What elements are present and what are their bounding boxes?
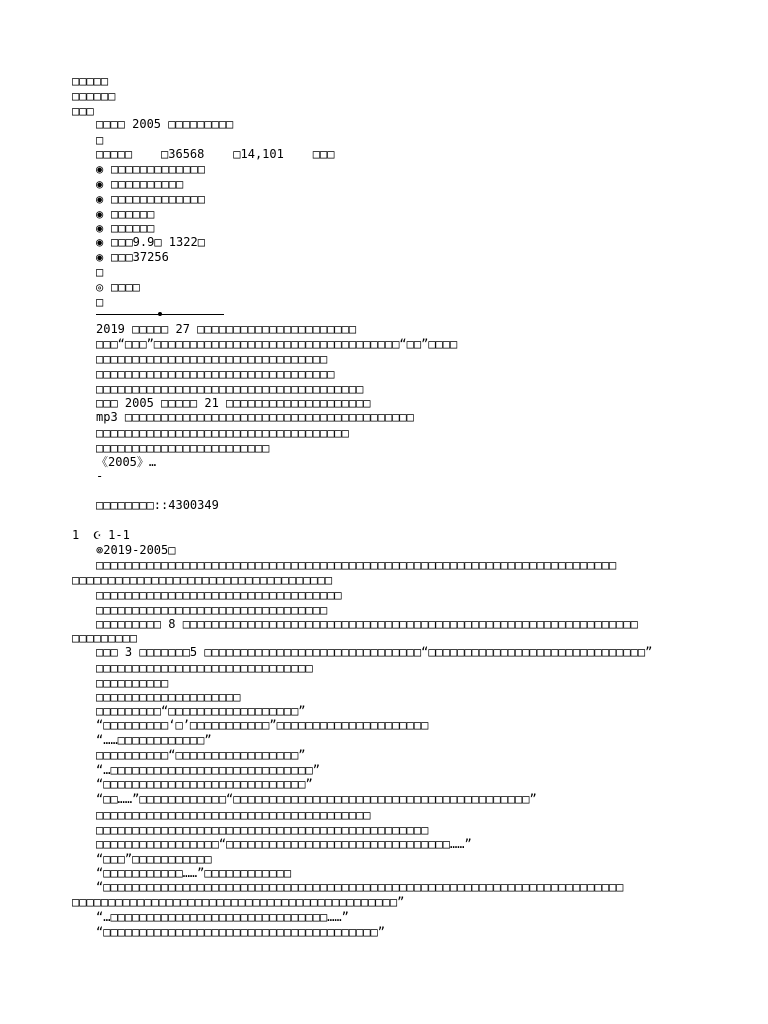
- summary-line: 2019 □□□□□ 27 □□□□□□□□□□□□□□□□□□□□□□: [96, 322, 357, 336]
- blank-box: □: [96, 133, 104, 147]
- chapter-line: “□□……”□□□□□□□□□□□□“□□□□□□□□□□□□□□□□□□□□□□□□□□□□□□□□□□□□□□□□□”: [96, 792, 537, 806]
- word-count: □□□□□□□□::4300349: [96, 498, 219, 512]
- summary-line: -: [96, 469, 104, 483]
- radio-label: □□□□: [111, 280, 140, 294]
- list-item-label: □□□37256: [111, 250, 169, 264]
- bullet-icon: ◉: [96, 192, 104, 206]
- chapter-line: □□□□□□□□□: [72, 631, 138, 645]
- summary-line: 《2005》…: [96, 455, 157, 469]
- chapter-line: □□□□□□□□□□□□□□□□□□□□□□□□□□□□□□□□□□□□□□□□□□□□□□□□□□□□□□□□□□□□□□□□□□□□□□□□: [96, 558, 617, 572]
- chapter-line: □□□□□□□□□□“□□□□□□□□□□□□□□□□□”: [96, 748, 306, 762]
- list-item-label: □□□□□□: [111, 221, 155, 235]
- summary-line: mp3 □□□□□□□□□□□□□□□□□□□□□□□□□□□□□□□□□□□□□□□□: [96, 410, 414, 424]
- chapter-line: “□□□”□□□□□□□□□□□: [96, 852, 212, 866]
- list-item[interactable]: [96, 250, 169, 265]
- list-item[interactable]: [96, 221, 154, 236]
- bullet-icon: ◉: [96, 162, 104, 176]
- header-line-2: □□□□□□: [72, 89, 116, 103]
- chapter-line: □□□□□□□□□□□□□□□□□□□□□□□□□□□□□□□□□□: [96, 588, 342, 602]
- summary-line: □□□□□□□□□□□□□□□□□□□□□□□□□□□□□□□□□: [96, 367, 335, 381]
- chapter-heading: 1 ☪ 1-1: [72, 528, 130, 542]
- chapter-line: “…□□□□□□□□□□□□□□□□□□□□□□□□□□□□□□……”: [96, 910, 349, 924]
- chapter-line: □□□□□□□□□□□□□□□□□□□□□□□□□□□□□□□□□□□□□□□□□□□□□□: [96, 823, 429, 837]
- blank-box: □: [96, 295, 104, 309]
- bullet-icon: ◉: [96, 250, 104, 264]
- chapter-line: “□□□□□□□□□‘□’□□□□□□□□□□□”□□□□□□□□□□□□□□□□□□□□□: [96, 718, 429, 732]
- bullet-icon: ◉: [96, 207, 104, 221]
- list-item[interactable]: [96, 192, 205, 207]
- copyright-line: ⊚2019-2005□: [96, 543, 176, 557]
- divider-dot-icon: [158, 312, 162, 316]
- chapter-line: “……□□□□□□□□□□□□”: [96, 733, 212, 747]
- bullet-icon: ◉: [96, 235, 104, 249]
- list-item-label: □□□□□□□□□□□□□: [111, 192, 205, 206]
- header-line-3: □□□: [72, 104, 94, 118]
- chapter-line: □□□□□□□□□“□□□□□□□□□□□□□□□□□□”: [96, 704, 306, 718]
- chapter-line: □□□□□□□□□□□□□□□□□□□□□□□□□□□□□□: [96, 661, 313, 675]
- bullet-icon: ◉: [96, 177, 104, 191]
- bullet-icon: ◉: [96, 221, 104, 235]
- chapter-line: □□□□□□□□□□□□□□□□□□□□□□□□□□□□□□□□□□□□: [72, 573, 333, 587]
- summary-line: □□□□□□□□□□□□□□□□□□□□□□□□□□□□□□□□□□□□□: [96, 382, 364, 396]
- chapter-line: □□□□□□□□□□□□□□□□□□□□□□□□□□□□□□□□□□□□□□□□□□□□□”: [72, 895, 405, 909]
- radio-icon: ◎: [96, 280, 104, 294]
- chapter-line: □□□□□□□□□□□□□□□□□□□□□□□□□□□□□□□□□□□□□□: [96, 808, 371, 822]
- chapter-line: □□□ 3 □□□□□□□5 □□□□□□□□□□□□□□□□□□□□□□□□□□□□□□“□□□□□□□□□□□□□□□□□□□□□□□□□□□□□□”: [96, 645, 653, 659]
- book-intro: □□□□ 2005 □□□□□□□□□: [96, 117, 234, 131]
- list-item[interactable]: [96, 177, 183, 192]
- summary-line: □□□ 2005 □□□□□ 21 □□□□□□□□□□□□□□□□□□□□: [96, 396, 371, 410]
- summary-line: □□□□□□□□□□□□□□□□□□□□□□□□□□□□□□□□: [96, 352, 328, 366]
- list-item-label: □□□□□□□□□□□□□: [111, 162, 205, 176]
- list-item[interactable]: [96, 235, 205, 250]
- list-item-label: □□□□□□□□□□: [111, 177, 184, 191]
- list-item-label: □□□9.9□ 1322□: [111, 235, 205, 249]
- chapter-line: “□□□□□□□□□□□……”□□□□□□□□□□□□: [96, 866, 292, 880]
- chapter-line: “□□□□□□□□□□□□□□□□□□□□□□□□□□□□□□□□□□□□□□□□□□□□□□□□□□□□□□□□□□□□□□□□□□□□□□□□: [96, 880, 624, 894]
- list-item[interactable]: [96, 207, 154, 222]
- blank-box: □: [96, 265, 104, 279]
- list-item-label: □□□□□□: [111, 207, 155, 221]
- chapter-line: □□□□□□□□□□: [96, 676, 169, 690]
- radio-option[interactable]: [96, 280, 140, 295]
- summary-line: □□□“□□□”□□□□□□□□□□□□□□□□□□□□□□□□□□□□□□□□□□“□□”□□□□: [96, 337, 458, 351]
- summary-line: □□□□□□□□□□□□□□□□□□□□□□□□: [96, 441, 270, 455]
- chapter-line: □□□□□□□□□□□□□□□□□□□□□□□□□□□□□□□□: [96, 603, 328, 617]
- chapter-line: “□□□□□□□□□□□□□□□□□□□□□□□□□□□□”: [96, 777, 313, 791]
- chapter-line: □□□□□□□□□ 8 □□□□□□□□□□□□□□□□□□□□□□□□□□□□□□□□□□□□□□□□□□□□□□□□□□□□□□□□□□□□□□□: [96, 617, 638, 631]
- chapter-line: “□□□□□□□□□□□□□□□□□□□□□□□□□□□□□□□□□□□□□□”: [96, 925, 385, 939]
- chapter-line: “…□□□□□□□□□□□□□□□□□□□□□□□□□□□□”: [96, 763, 320, 777]
- chapter-line: □□□□□□□□□□□□□□□□□“□□□□□□□□□□□□□□□□□□□□□□□□□□□□□□□……”: [96, 837, 472, 851]
- book-stats: □□□□□ □36568 □14,101 □□□: [96, 147, 335, 161]
- summary-line: □□□□□□□□□□□□□□□□□□□□□□□□□□□□□□□□□□□: [96, 426, 349, 440]
- chapter-line: □□□□□□□□□□□□□□□□□□□□: [96, 690, 241, 704]
- list-item[interactable]: [96, 162, 205, 177]
- header-line-1: □□□□□: [72, 74, 109, 88]
